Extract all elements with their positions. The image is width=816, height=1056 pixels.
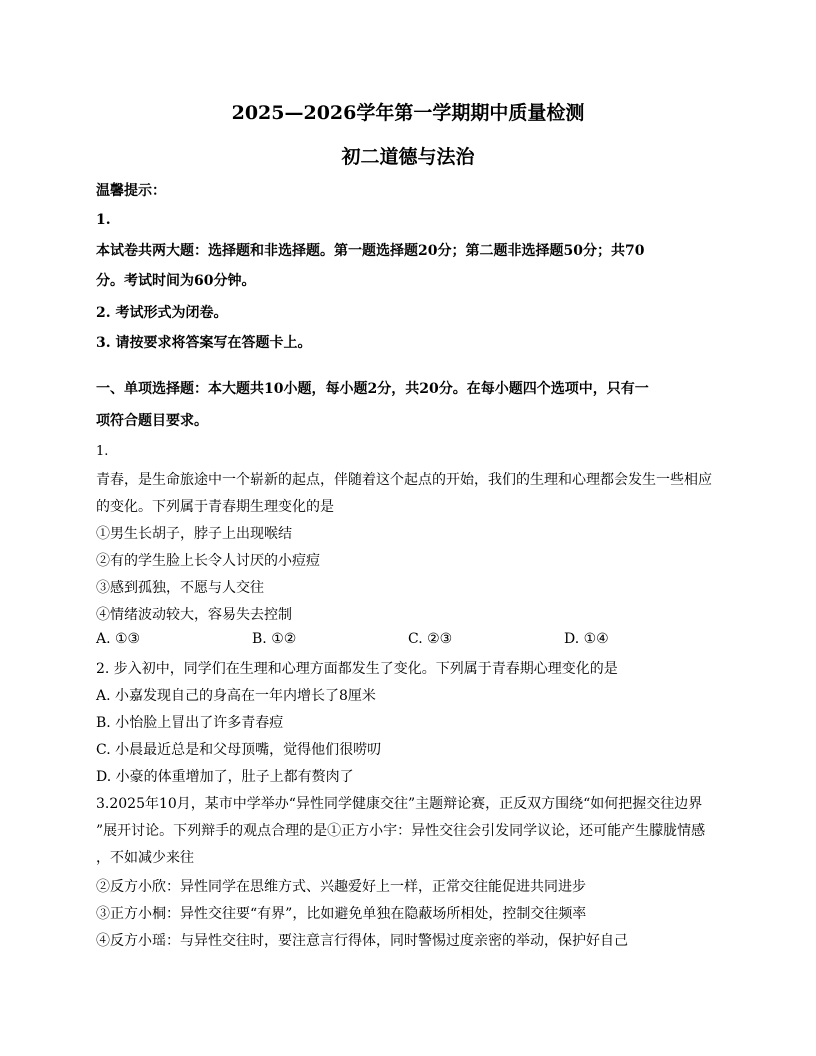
notice-line: 3. 请按要求将答案写在答题卡上。	[96, 335, 312, 351]
option-b: B. 小怡脸上冒出了许多青春痘	[96, 715, 284, 731]
exam-subtitle: 初二道德与法治	[341, 146, 475, 168]
question-text: 2. 步入初中，同学们在生理和心理方面都发生了变化。下列属于青春期心理变化的是	[96, 661, 618, 677]
question-number: 1.	[96, 444, 109, 459]
question-item: ③感到孤独，不愿与人交往	[96, 580, 264, 596]
question-text: ”展开讨论。下列辩手的观点合理的是①正方小宇：异性交往会引发同学议论，还可能产生朦胧情感	[96, 823, 706, 839]
question-item: ④反方小瑶：与异性交往时，要注意言行得体，同时警惕过度亲密的举动，保护好自己	[96, 933, 628, 949]
notice-line: 分。考试时间为60分钟。	[96, 273, 256, 289]
option-c: C. 小晨最近总是和父母顶嘴，觉得他们很唠叨	[96, 742, 382, 758]
option-a: A. 小嘉发现自己的身高在一年内增长了8厘米	[96, 688, 376, 704]
question-item: ①男生长胡子，脖子上出现喉结	[96, 526, 292, 542]
question-item: ②有的学生脸上长令人讨厌的小痘痘	[96, 553, 320, 569]
section-heading: 一、单项选择题：本大题共10小题，每小题2分，共20分。在每小题四个选项中，只有一	[96, 381, 649, 397]
question-item: ②反方小欣：异性同学在思维方式、兴趣爱好上一样，正常交往能促进共同进步	[96, 879, 586, 895]
option-c: C. ②③	[408, 631, 453, 647]
question-text: 的变化。下列属于青春期生理变化的是	[96, 499, 334, 515]
exam-title: 2025—2026学年第一学期期中质量检测	[231, 102, 585, 124]
question-text: 青春，是生命旅途中一个崭新的起点，伴随着这个起点的开始，我们的生理和心理都会发生一些相应	[96, 472, 712, 488]
question-item: ④情绪波动较大，容易失去控制	[96, 607, 292, 623]
section-heading: 项符合题目要求。	[96, 413, 208, 429]
option-d: D. ①④	[564, 631, 609, 647]
question-text: ，不如减少来往	[96, 850, 194, 866]
option-d: D. 小豪的体重增加了，肚子上都有赘肉了	[96, 769, 354, 785]
option-b: B. ①②	[252, 631, 297, 647]
question-text: 3.2025年10月，某市中学举办“异性同学健康交往”主题辩论赛，正反双方围绕“如何把握交往边界	[96, 796, 703, 812]
notice-line: 本试卷共两大题：选择题和非选择题。第一题选择题20分；第二题非选择题50分；共70	[96, 243, 645, 259]
option-a: A. ①③	[96, 631, 141, 647]
notice-heading: 温馨提示：	[96, 183, 166, 199]
notice-line: 2. 考试形式为闭卷。	[96, 305, 228, 321]
notice-line: 1.	[96, 212, 111, 228]
question-item: ③正方小桐：异性交往要“有界”，比如避免单独在隐蔽场所相处，控制交往频率	[96, 906, 587, 922]
